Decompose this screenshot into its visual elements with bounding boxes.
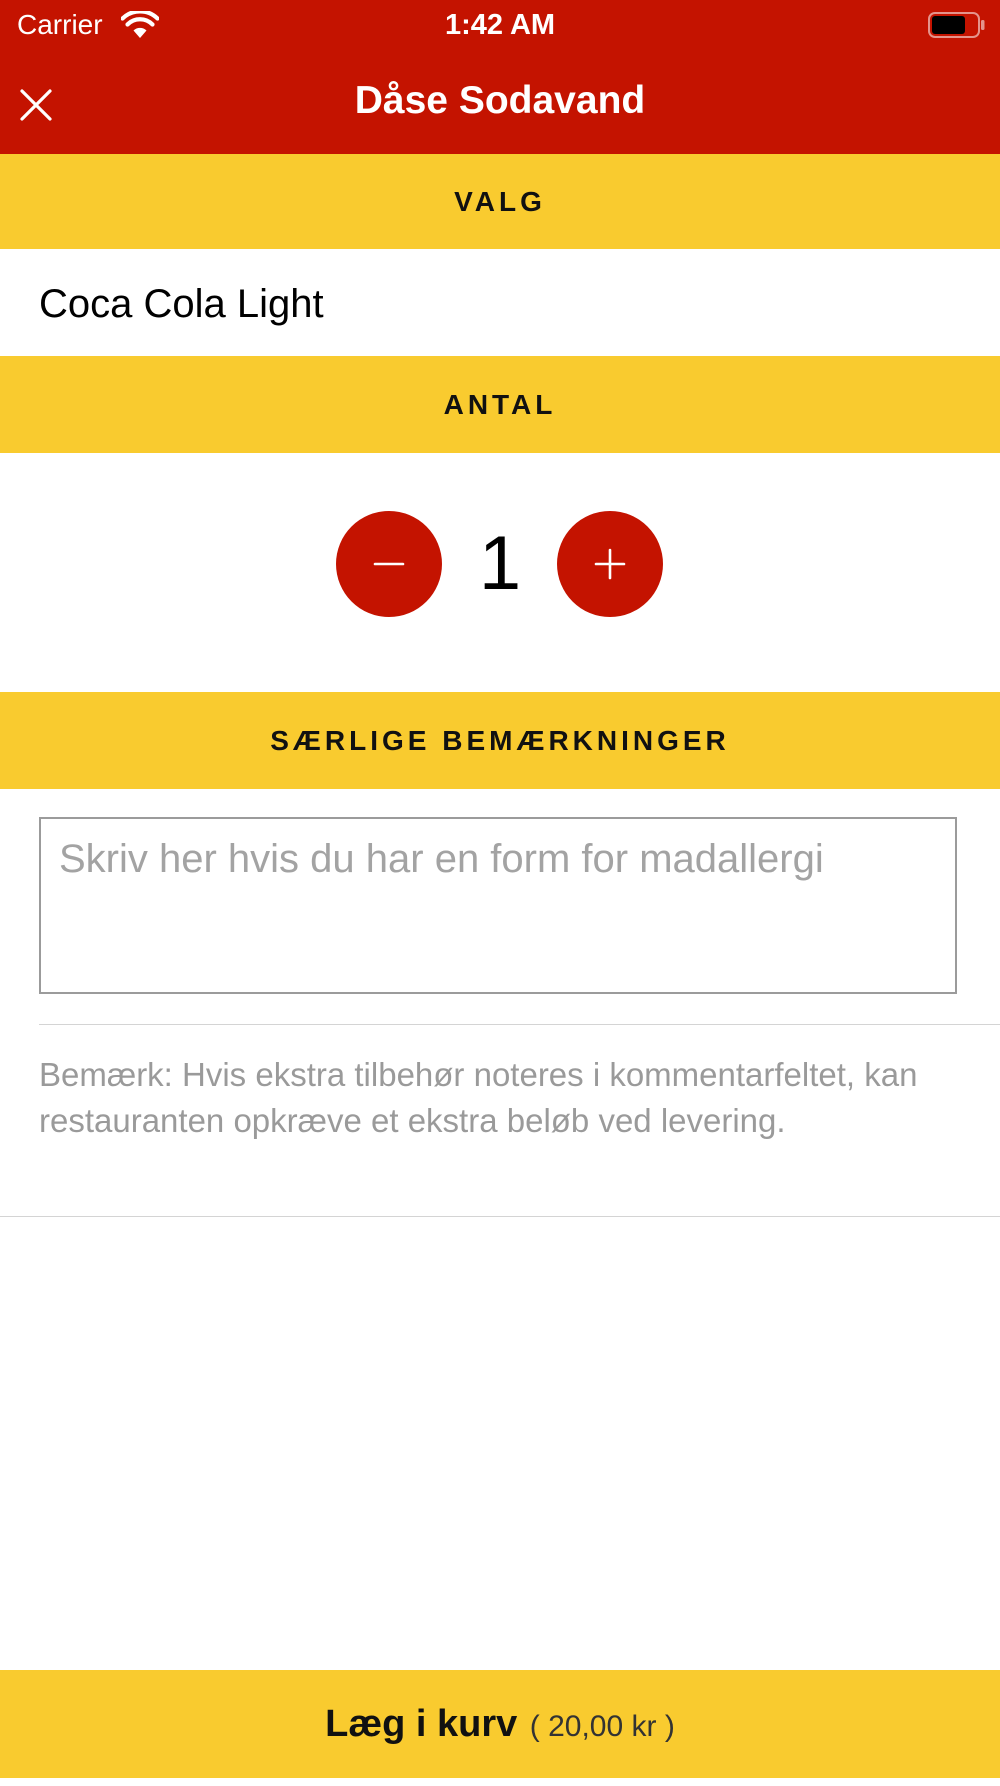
section-header-remarks: SÆRLIGE BEMÆRKNINGER [0,692,1000,789]
battery-icon [928,12,986,38]
page-title: Dåse Sodavand [354,79,646,122]
plus-icon [557,511,663,617]
decrease-quantity-button[interactable] [336,511,442,617]
section-header-quantity: ANTAL [0,356,1000,453]
add-to-cart-label: Læg i kurv [325,1703,518,1745]
divider [39,1024,1000,1025]
status-bar [0,0,1000,50]
minus-icon [336,511,442,617]
clock: 1:42 AM [444,9,556,41]
remarks-notice: Bemærk: Hvis ekstra tilbehør noteres i kommentarfeltet, kan restauranten opkræve et ekstra beløb ved levering. [39,1056,918,1139]
choice-option-label[interactable]: Coca Cola Light [39,282,324,326]
add-to-cart-button[interactable] [0,1670,1000,1778]
carrier-label: Carrier [17,9,103,40]
divider [0,1216,1000,1217]
increase-quantity-button[interactable] [557,511,663,617]
app-header [0,0,1000,154]
quantity-value: 1 [478,521,522,606]
section-header-choice: VALG [0,154,1000,249]
remarks-input[interactable] [39,817,957,994]
price-label: ( 20,00 kr ) [529,1710,675,1743]
